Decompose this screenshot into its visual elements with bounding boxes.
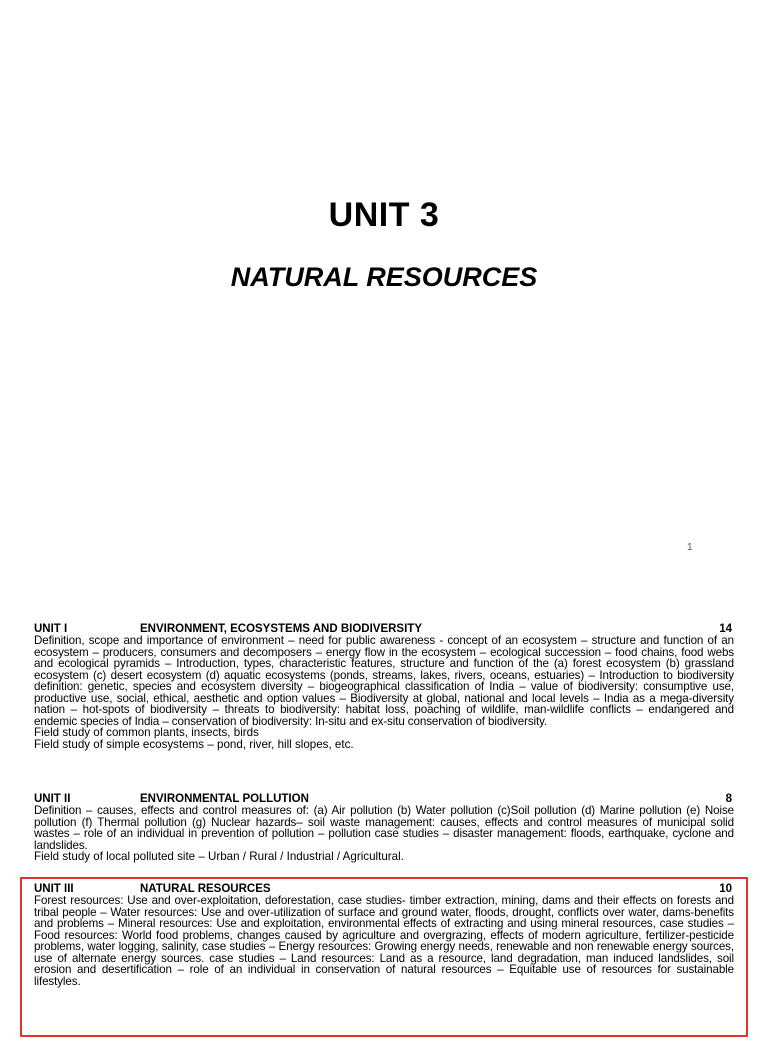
unit-3-body: Forest resources: Use and over-exploitation, deforestation, case studies- timber extraction, mining, dams and their effects on forests and tribal people – Water resources: Use and over-utilization of surface and ground water, floods, drought, conflicts over water, dams-benefits and problems – Mineral resources: Use and exploitation, environmental effects of extracting and using mineral resources, case studies – Food resources: World food problems, changes caused by agriculture and overgrazing, effects of modern agriculture, fertilizer-pesticide problems, water logging, salinity, case studies – Energy resources: Growing energy needs, renewable and non renewable energy sources, use of alternate energy sources. case studies – Land resources: Land as a resource, land degradation, man induced landslides, soil erosion and desertification – role of an individual in conservation of natural resources – Equitable use of resources for sustainable lifestyles.	[34, 894, 734, 988]
unit-1-section	[34, 623, 734, 750]
unit-3-heading	[34, 883, 734, 895]
unit-hours: 14	[719, 623, 732, 635]
field-study-line: Field study of local polluted site – Urban / Rural / Industrial / Agricultural.	[34, 850, 404, 863]
unit-hours: 8	[725, 793, 732, 805]
unit-2-section	[34, 793, 734, 863]
unit-1-heading	[34, 623, 734, 635]
unit-code: UNIT I	[34, 623, 68, 635]
unit-code: UNIT III	[34, 883, 74, 895]
unit-name: ENVIRONMENT, ECOSYSTEMS AND BIODIVERSITY	[140, 623, 422, 635]
unit-2-heading	[34, 793, 734, 805]
unit-hours: 10	[719, 883, 732, 895]
unit-2-body: Definition – causes, effects and control measures of: (a) Air pollution (b) Water pollution (c)Soil pollution (d) Marine pollution (e) Noise pollution (f) Thermal pollution (g) Nuclear hazards– soil waste management: causes, effects and control measures of municipal solid wastes – role of an individual in prevention of pollution – pollution case studies – disaster management: floods, earthquake, cyclone and landslides.	[34, 804, 734, 852]
unit-name: NATURAL RESOURCES	[140, 883, 271, 895]
unit-name: ENVIRONMENTAL POLLUTION	[140, 793, 309, 805]
unit-1-body: Definition, scope and importance of environment – need for public awareness - concept of an ecosystem – structure and function of an ecosystem – producers, consumers and decomposers – energy flow in the ecosystem – ecological succession – food chains, food webs and ecological pyramids – Introduction, types, characteristic features, structure and function of the (a) forest ecosystem (b) grassland ecosystem (c) desert ecosystem (d) aquatic ecosystems (ponds, streams, lakes, rivers, oceans, estuaries) – Introduction to biodiversity definition: genetic, species and ecosystem diversity – biogeographical classification of India – value of biodiversity: consumptive use, productive use, social, ethical, aesthetic and option values – Biodiversity at global, national and local levels – India as a mega-diversity nation – hot-spots of biodiversity – threats to biodiversity: habitat loss, poaching of wildlife, man-wildlife conflicts – endangered and endemic species of India – conservation of biodiversity: In-situ and ex-situ conservation of biodiversity.	[34, 634, 734, 728]
slide-subtitle: NATURAL RESOURCES	[230, 262, 538, 292]
unit-code: UNIT II	[34, 793, 71, 805]
page-number: 1	[687, 542, 693, 553]
field-study-line: Field study of simple ecosystems – pond, river, hill slopes, etc.	[34, 737, 354, 751]
slide-title: UNIT 3	[328, 196, 440, 234]
field-study-line: Field study of common plants, insects, birds	[34, 726, 259, 739]
unit-3-section	[34, 883, 734, 987]
